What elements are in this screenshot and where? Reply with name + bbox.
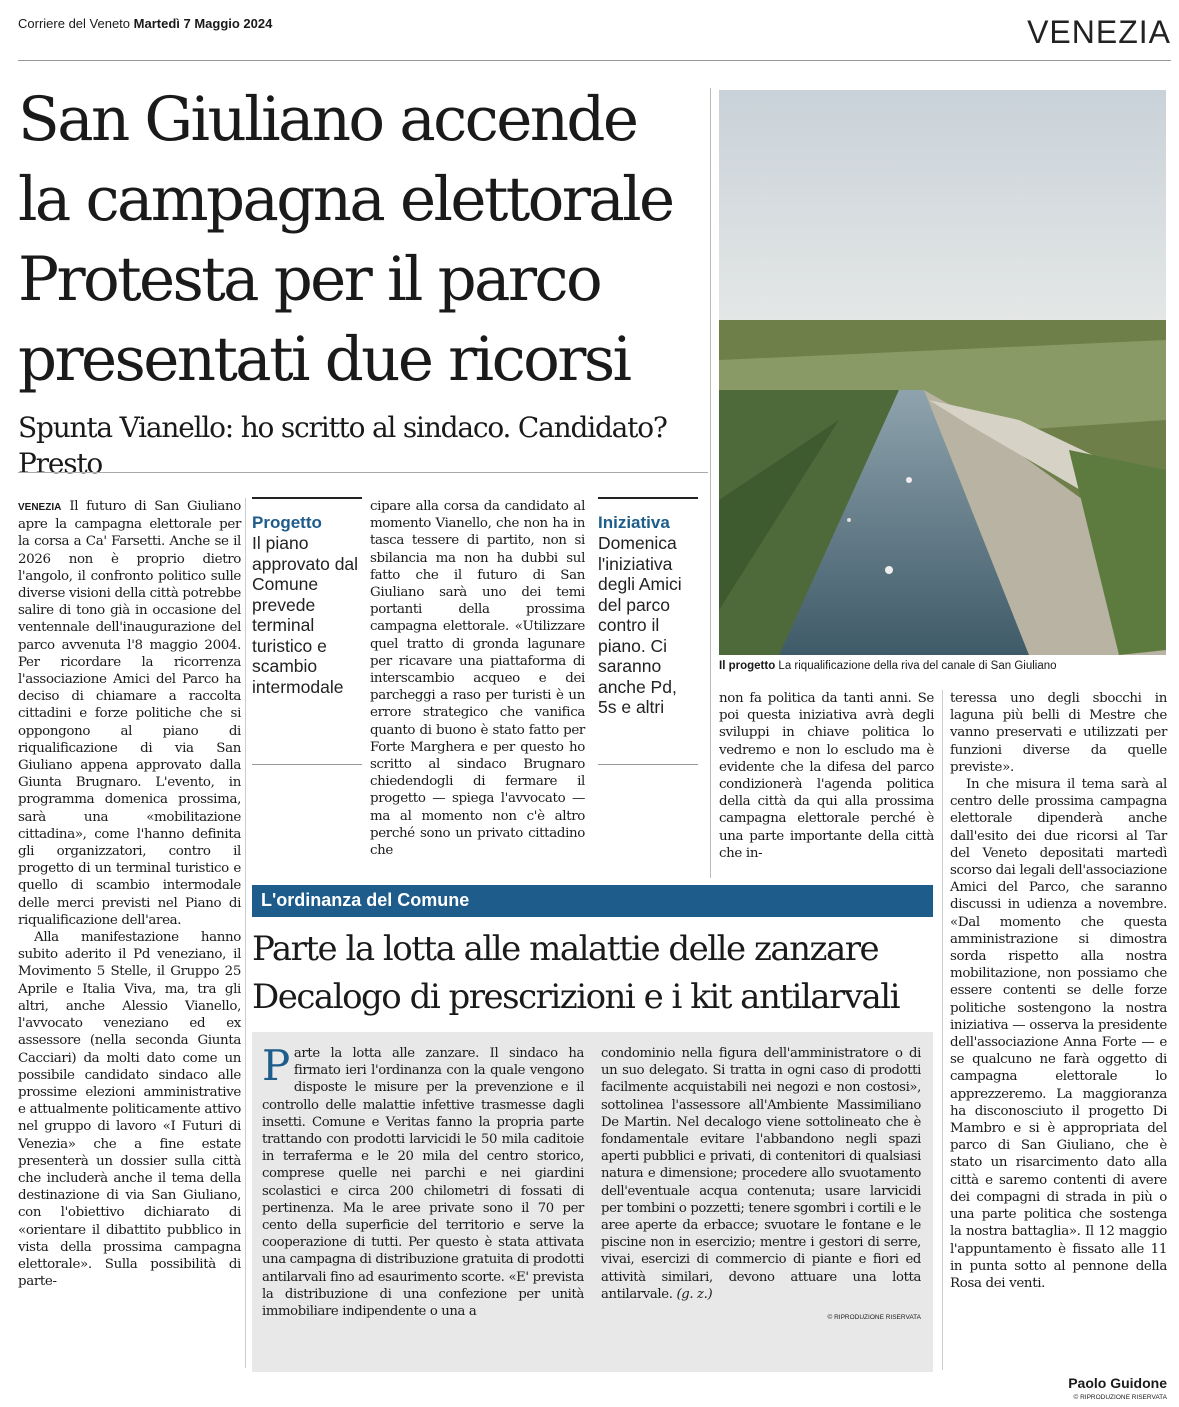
box-title: Progetto [252,513,322,532]
caption-text: La riqualificazione della riva del canale di San Giuliano [778,660,1057,672]
article-paragraph: In che misura il tema sarà al centro delle prossima campagna elettorale dipenderà anche dall'esito dei due ricorsi al Tar del Veneto depositati martedì scorso dai legali dell'associazione Amici del Parco, che saranno discussi in udienza a novembre. «Dal momento che questa amministrazione si dimostra sorda rispetto alla nostra mobilitazione, non possiamo che essere contenti se delle forze politiche sostengono la nostra iniziativa — osserva la presidente dell'associazione Anna Forte — e se qualcuno ne farà oggetto di campagna elettorale lo apprezzeremo. La maggioranza ha disconosciuto il progetto Di Mambro e si è appropriata del parco di San Giuliano, che è stato un risarcimento dato alla città e saremo contenti di avere dei compagni di strada in più o una parte politica che sostenga la nostra battaglia». Il 12 maggio l'appuntamento è fissato alle 11 in punta sotto al pennone della Rosa dei venti. [950,777,1167,1291]
masthead [18,16,272,31]
headline-line: la campagna elettorale [18,164,673,235]
sidebar-column-2 [601,1045,921,1326]
box-text: Domenica l'iniziativa degli Amici del parco contro il piano. Ci saranno anche Pd, 5s e altri [598,533,682,717]
box-title: Iniziativa [598,513,670,532]
sidebar-headline-line: Parte la lotta alle malattie delle zanzare [252,929,879,969]
sidebar-headline [252,925,942,1021]
article-column-3 [719,690,934,862]
caption-label: Il progetto [719,660,776,672]
copyright-note: © RIPRODUZIONE RISERVATA [1073,1394,1167,1401]
subheadline: Spunta Vianello: ho scritto al sindaco. Candidato? Presto [18,411,667,480]
sidebar-column-1 [262,1041,584,1320]
drop-cap: P [262,1041,290,1090]
column-divider [710,88,711,878]
paper-name: Corriere del Veneto [18,16,131,31]
column-separator [942,690,943,1370]
column-separator [245,498,246,1368]
main-headline [18,80,708,400]
article-paragraph: teressa uno degli sbocchi in laguna più belli di Mestre che vanno preservati e utilizzati per funzioni diverse da quelle previste». [950,691,1167,775]
author-byline: Paolo Guidone [1068,1375,1167,1391]
iniziativa-box [598,497,698,765]
canal-photo [719,90,1166,655]
article-column-4 [950,690,1167,1292]
sidebar-kicker: L'ordinanza del Comune [252,885,933,917]
dateline: VENEZIA [18,502,62,513]
article-paragraph: Alla manifestazione hanno subito aderito il Pd veneziano, il Movimento 5 Stelle, il Gruppo 25 Aprile e Italia Viva, ma, tra gli altri, anche Alessio Vianello, l'avvocato veneziano ed ex assessore (nella seconda Giunta Cacciari) da molti dato come un possibile candidato sindaco alle prossime elezioni amministrative e attualmente politicamente attivo nel gruppo di lavoro «I Futuri di Venezia» che a fine estate presenterà un dossier sulla città che includerà anche il tema della destinazione di via San Giuliano, con l'obiettivo dichiarato di «orientare il dibattito pubblico in vista della prossima campagna elettorale». Sulla possibilità di parte- [18,930,241,1290]
sidebar-headline-line: Decalogo di prescrizioni e i kit antilarvali [252,977,900,1017]
photo-caption [719,660,1166,672]
headline-line: presentati due ricorsi [18,324,630,395]
article-column-1 [18,498,241,1290]
top-rule [18,60,1171,61]
issue-date: Martedì 7 Maggio 2024 [133,16,273,31]
box-text: Il piano approvato dal Comune prevede terminal turistico e scambio intermodale [252,533,359,697]
sidebar-copyright: © RIPRODUZIONE RISERVATA [827,1314,921,1322]
sidebar-paragraph: arte la lotta alle zanzare. Il sindaco ha firmato ieri l'ordinanza con la quale vengono disposte le misure per la prevenzione e il controllo delle malattie infettive trasmesse dagli insetti. Comune e Veritas fanno la propria parte trattando con prodotti larvicidi le 50 mila caditoie in terraferma e le 20 mila del centro storico, comprese quelle nei parchi e nei giardini scolastici e circa 200 chilometri di fossati di pertinenza. Ma le aree private sono il 70 per cento della superficie del territorio e serve la cooperazione di tutti. Per questo è stata attivata una campagna di distribuzione gratuita di prodotti antilarvali fino ad esaurimento scorte. «E' prevista la distribuzione di una confezione per unità immobiliare indipendente o una a [262,1046,584,1320]
headline-line: Protesta per il parco [18,244,601,315]
progetto-box [252,497,362,765]
headline-line: San Giuliano accende [18,84,637,155]
sidebar-paragraph: condominio nella figura dell'amministratore o di un suo delegato. Si tratta in ogni caso di prodotti facilmente acquistabili nei negozi e non costosi», sottolinea l'assessore all'Ambiente Massimiliano De Martin. Nel decalogo viene sottolineato che è fondamentale evitare l'abbandono negli spazi aperti pubblici e privati, di contenitori di qualsiasi natura e dimensione; procedere allo svuotamento dell'eventuale acqua contenuta; usare larvicidi per tombini o pozzetti; tenere sgombri i cortili e le aree aperte da erbacce; svuotare le fontane e le piscine non in esercizio; mentre i gestori di serre, vivai, esercizi di commercio di piante e fiori ed attività similari, devono attuare una lotta antilarvale. [601,1046,921,1302]
article-column-2 [370,498,585,859]
article-paragraph: cipare alla corsa da candidato al momento Vianello, che non ha in tasca tessere di partito, non si sbilancia ma non ha dubbi sul fatto che il futuro di San Giuliano sarà uno dei temi portanti della prossima campagna elettorale. «Utilizzare quel tratto di gronda lagunare per ricavare una piattaforma di interscambio acqueo e dei parcheggi a raso per turisti è un errore strategico che vanifica quanto di buono è stato fatto per Forte Marghera e per questo ho scritto al sindaco Brugnaro chiedendogli di fermare il progetto — spiega l'avvocato — ma al momento non c'è altro perché sono un privato cittadino che [370,499,585,859]
article-paragraph: non fa politica da tanti anni. Se poi questa iniziativa avrà degli sviluppi in chiave politica lo vedremo e non lo escludo ma è evidente che la difesa del parco condizionerà l'agenda politica della città da qui alla prossima campagna elettorale perché è una parte importante della città che in- [719,691,934,861]
subhead-rule [18,472,708,473]
section-name: VENEZIA [1027,14,1171,50]
sidebar-signature: (g. z.) [676,1286,713,1302]
article-paragraph: Il futuro di San Giuliano apre la campagna elettorale per la corsa a Ca' Farsetti. Anche se il 2026 non è proprio dietro l'angolo, il confronto politico sulle diverse visioni della città potrebbe salire di tono già in occasione del ventennale dell'inaugurazione del parco avvenuta l'8 maggio 2004. Per ricordare la ricorrenza l'associazione Amici del Parco ha deciso di chiamare a raccolta cittadini e forze politiche che si oppongono al piano di riqualificazione di via San Giuliano appena approvato dalla Giunta Brugnaro. L'evento, in programma domenica prossima, sarà una «mobilitazione cittadina», come l'hanno definita gli organizzatori, contro il progetto di un terminal turistico e quello di scambio intermodale delle merci previsti nel Piano di riqualificazione dell'area. [18,499,241,928]
